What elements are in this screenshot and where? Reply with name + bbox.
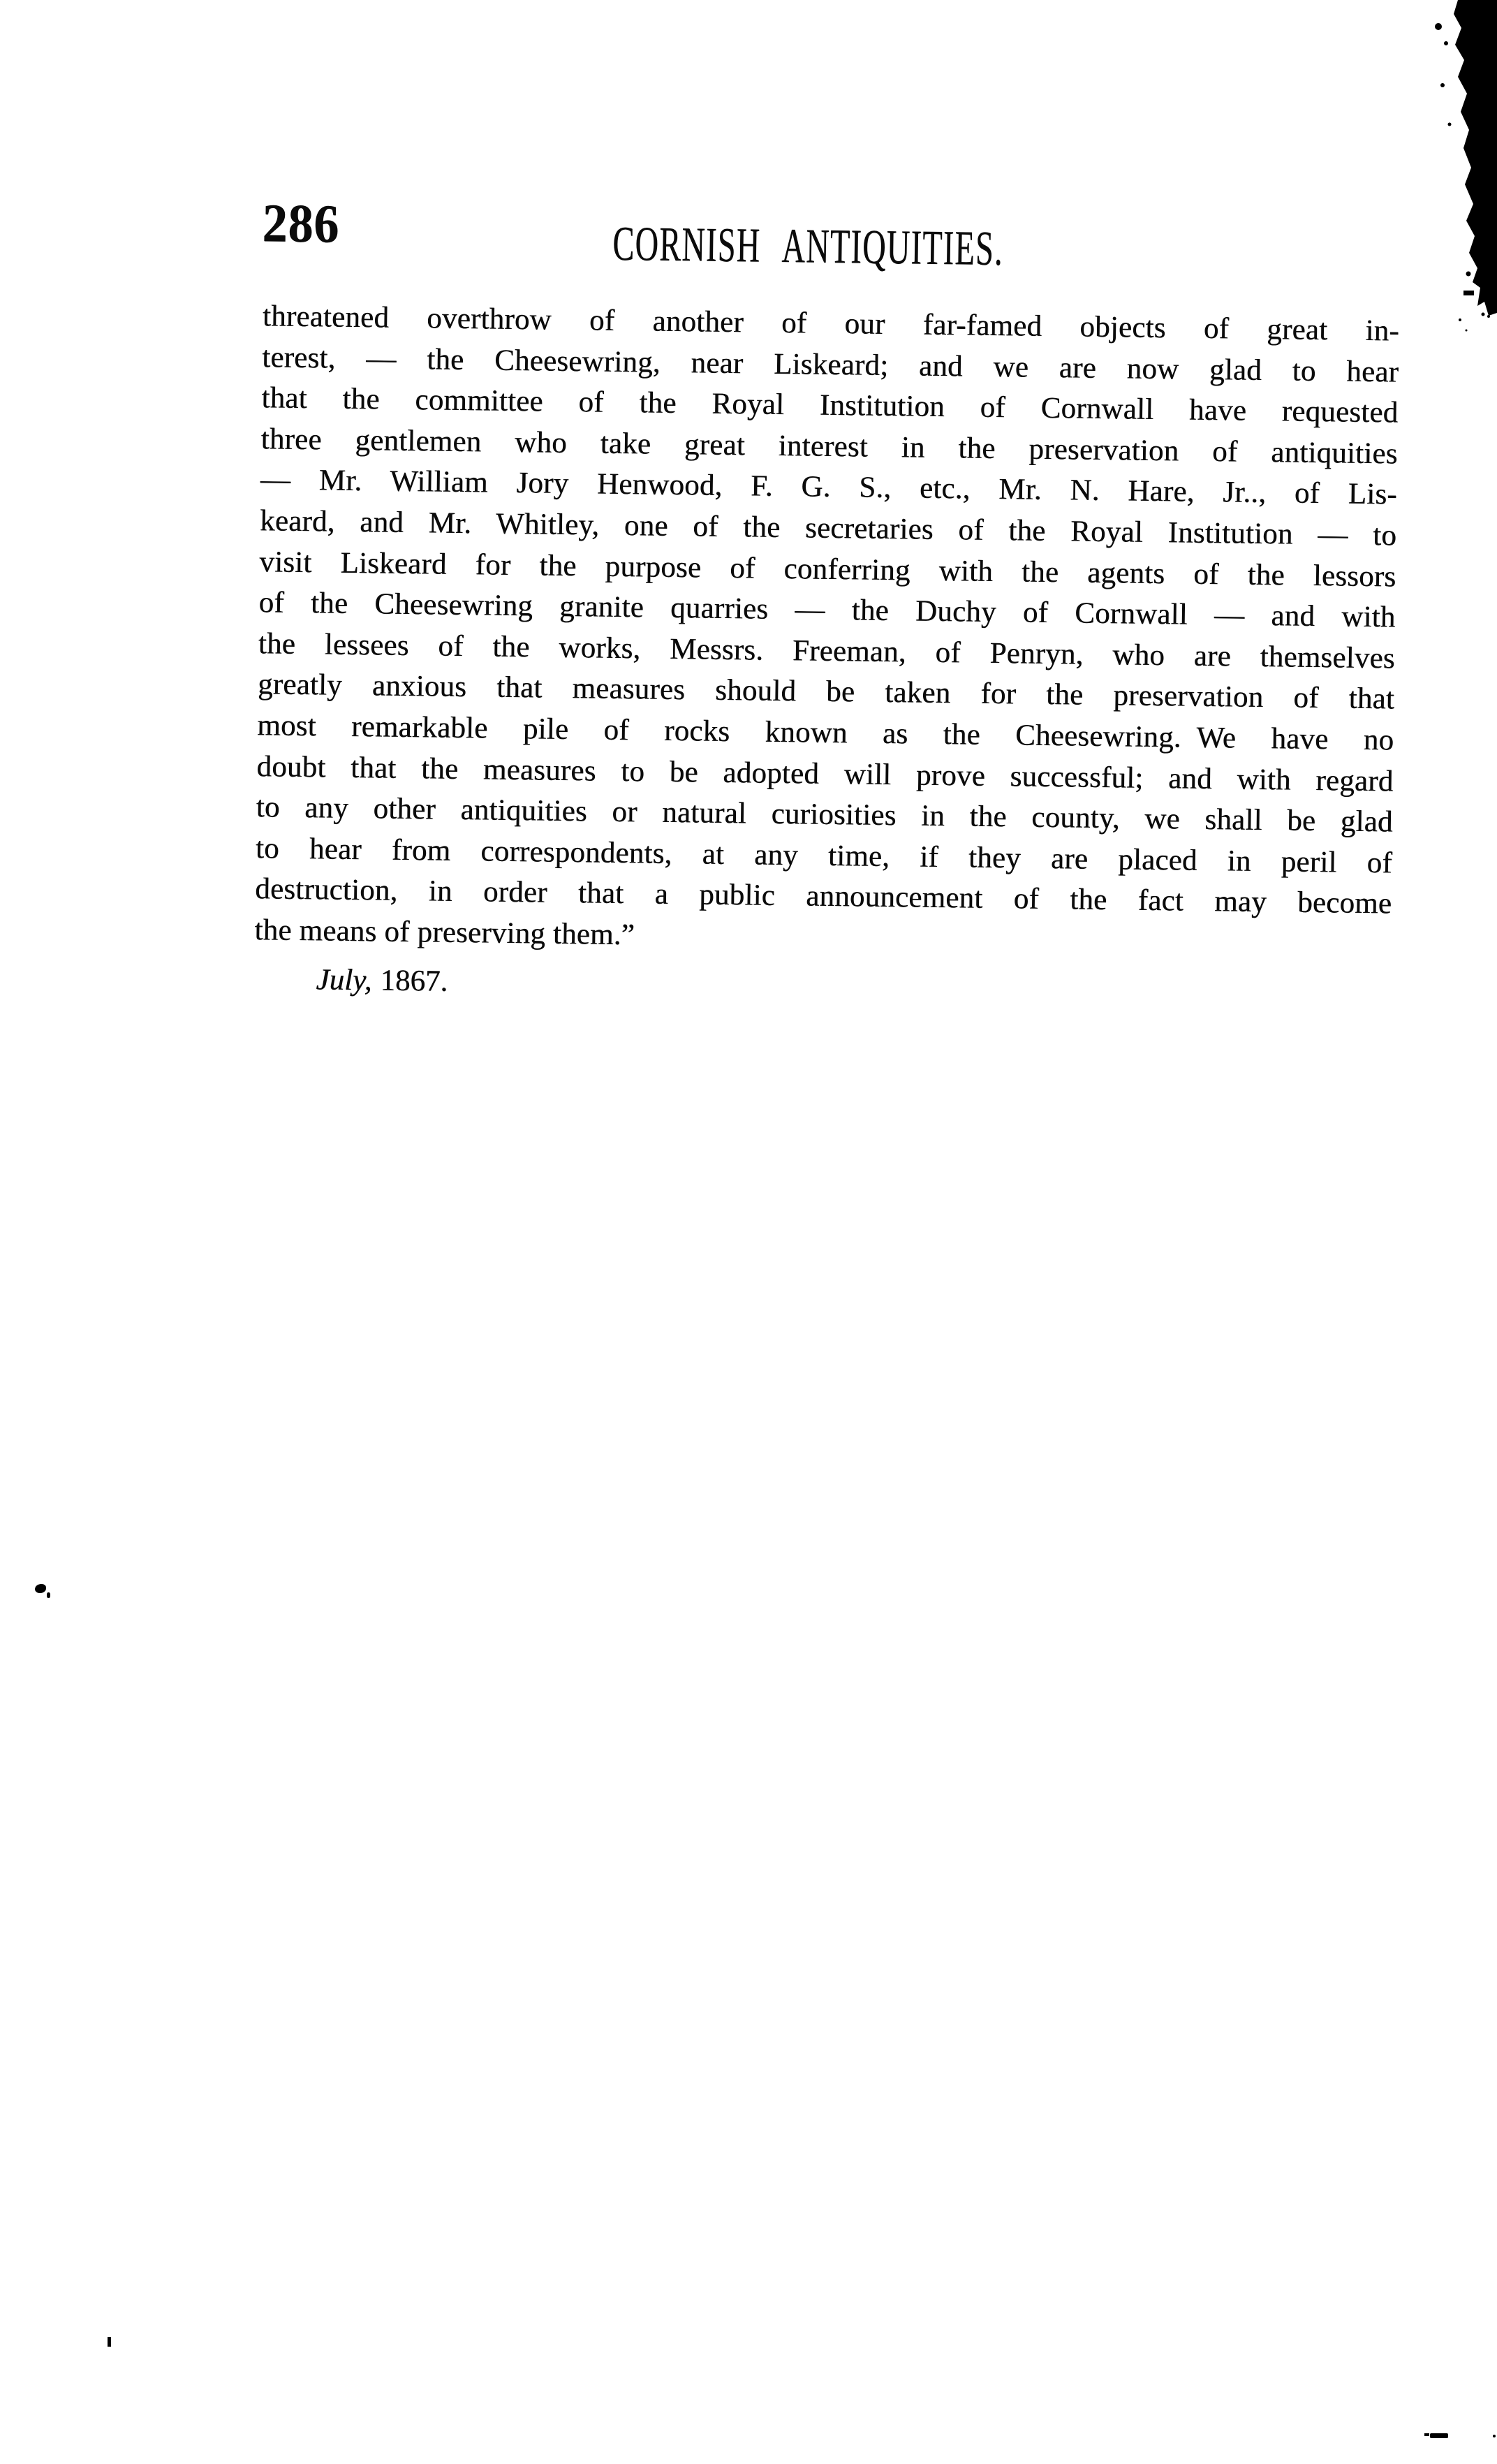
- paragraph-body: [254, 296, 1399, 966]
- dateline-month: July,: [316, 963, 372, 997]
- text-line: keard, and Mr. Whitley, one of the secretaries of the Royal Institution — to: [259, 504, 1397, 552]
- running-title: CORNISH ANTIQUITIES.: [612, 217, 1004, 277]
- scan-artifact-page-edge: [1424, 0, 1497, 370]
- text-line: destruction, in order that a public announcement of the fact may become: [254, 872, 1392, 921]
- text-line: the means of preserving them.”: [254, 913, 635, 952]
- text-line: of the Cheesewring granite quarries — the Duchy of Cornwall — and with: [258, 586, 1396, 634]
- text-line: most remarkable pile of rocks known as the Cheesewring. We have no: [257, 709, 1394, 757]
- text-line: that the committee of the Royal Institution of Cornwall have requested: [261, 381, 1399, 430]
- text-line: — Mr. William Jory Henwood, F. G. S., etc., Mr. N. Hare, Jr.., of Lis-: [260, 463, 1398, 511]
- text-line: threatened overthrow of another of our far-famed objects of great in-: [262, 300, 1400, 348]
- text-line: visit Liskeard for the purpose of conferring with the agents of the lessors: [259, 545, 1396, 593]
- dateline: [316, 962, 448, 999]
- scan-artifact-dash-mark: [1430, 2433, 1448, 2438]
- text-line: to hear from correspondents, at any time, if they are placed in peril of: [255, 831, 1393, 880]
- text-line: doubt that the measures to be adopted will prove successful; and with regard: [256, 749, 1394, 798]
- page-number: 286: [262, 192, 340, 254]
- text-line: three gentlemen who take great interest in the preservation of antiquities: [260, 422, 1398, 471]
- scan-artifact-dot: [1493, 2435, 1496, 2437]
- text-line: to any other antiquities or natural curiosities in the county, we shall be glad: [256, 791, 1393, 839]
- text-line: the lessees of the works, Messrs. Freeman, of Penryn, who are themselves: [258, 626, 1396, 675]
- text-line: greatly anxious that measures should be taken for the preservation of that: [257, 668, 1395, 716]
- text-line: terest, — the Cheesewring, near Liskeard; and we are now glad to hear: [261, 340, 1399, 389]
- scan-artifact-ink-spot: [47, 1592, 50, 1598]
- dateline-year: 1867.: [380, 964, 448, 998]
- scan-artifact-tick-mark: [108, 2337, 111, 2347]
